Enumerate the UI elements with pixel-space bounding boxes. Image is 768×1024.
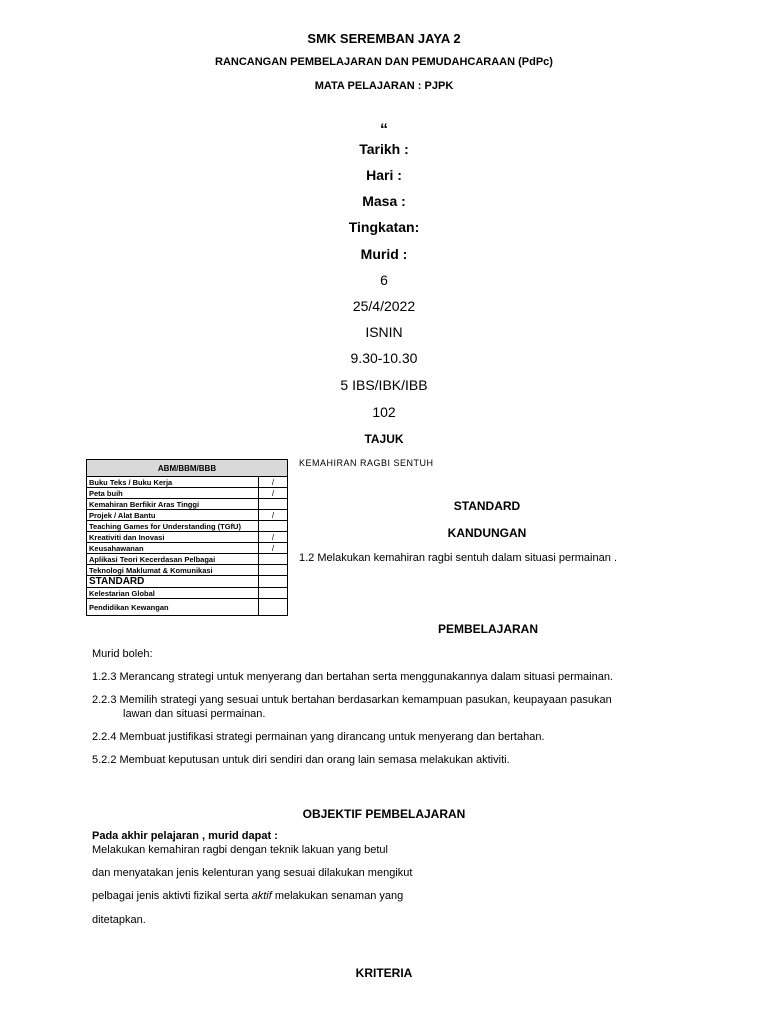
- objektif-heading: OBJEKTIF PEMBELAJARAN: [302, 807, 466, 821]
- abm-row-tick: [259, 554, 288, 565]
- table-row: [87, 499, 288, 510]
- abm-row-tick: [259, 588, 288, 599]
- abm-row-tick: [259, 521, 288, 532]
- objektif-line: dan menyatakan jenis kelenturan yang sesuai dilakukan mengikut: [92, 867, 413, 879]
- abm-row-label: Buku Teks / Buku Kerja: [87, 477, 259, 488]
- abm-row-label: Peta buih: [87, 488, 259, 499]
- objektif-intro: Pada akhir pelajaran , murid dapat :: [92, 830, 278, 842]
- abm-row-label: Teknologi Maklumat & Komunikasi: [87, 565, 259, 576]
- value-students: 102: [372, 404, 396, 420]
- table-row: [87, 588, 288, 599]
- value-date: 25/4/2022: [352, 298, 416, 314]
- abm-row-label: Kelestarian Global: [87, 588, 259, 599]
- abm-row-tick: /: [259, 488, 288, 499]
- table-row: [87, 510, 288, 521]
- kriteria-heading: KRITERIA: [355, 966, 413, 980]
- objektif-line-part: melakukan senaman yang: [271, 890, 404, 902]
- abm-row-tick: /: [259, 477, 288, 488]
- abm-row-label: Keusahawanan: [87, 543, 259, 554]
- label-hari: Hari :: [366, 167, 402, 183]
- pembelajaran-heading: PEMBELAJARAN: [438, 622, 539, 636]
- murid-boleh: Murid boleh:: [92, 648, 153, 660]
- subject-line: MATA PELAJARAN : PJPK: [314, 80, 454, 92]
- abm-row-tick: [259, 576, 288, 588]
- sp-item: 5.2.2 Membuat keputusan untuk diri sendiri dan orang lain semasa melakukan aktiviti.: [92, 754, 510, 766]
- label-murid: Murid :: [360, 246, 408, 262]
- plan-title: RANCANGAN PEMBELAJARAN DAN PEMUDAHCARAAN (PdPc): [215, 56, 553, 68]
- abm-row-tick: /: [259, 532, 288, 543]
- objektif-line: ditetapkan.: [92, 914, 146, 926]
- sp-item: 2.2.4 Membuat justifikasi strategi permainan yang dirancang untuk menyerang dan bertahan.: [92, 731, 545, 743]
- table-row: [87, 565, 288, 576]
- abm-row-tick: /: [259, 510, 288, 521]
- abm-row-label: Aplikasi Teori Kecerdasan Pelbagai: [87, 554, 259, 565]
- abm-row-tick: [259, 499, 288, 510]
- objektif-line-part: pelbagai jenis aktivti fizikal serta: [92, 890, 252, 902]
- quote-glyph: ”: [380, 113, 388, 130]
- tajuk-text: KEMAHIRAN RAGBI SENTUH: [299, 458, 434, 468]
- objektif-line-italic: aktif: [251, 890, 272, 902]
- abm-row-label: STANDARD: [87, 576, 259, 588]
- table-row: [87, 599, 288, 616]
- value-class: 5 IBS/IBK/IBB: [340, 377, 428, 393]
- kandungan-heading: KANDUNGAN: [447, 526, 527, 540]
- label-tingkatan: Tingkatan:: [348, 219, 420, 235]
- table-row: [87, 521, 288, 532]
- abm-header: ABM/BBM/BBB: [87, 460, 288, 477]
- table-row: [87, 488, 288, 499]
- standard-kandungan-text: 1.2 Melakukan kemahiran ragbi sentuh dalam situasi permainan .: [299, 552, 617, 564]
- sp-item: 2.2.3 Memilih strategi yang sesuai untuk bertahan berdasarkan kemampuan pasukan, keupayaan pasukan: [92, 694, 612, 706]
- label-tarikh: Tarikh :: [359, 141, 409, 157]
- sp-item-continuation: lawan dan situasi permainan.: [123, 708, 266, 720]
- abm-row-label: Projek / Alat Bantu: [87, 510, 259, 521]
- table-row: [87, 532, 288, 543]
- objektif-line: [92, 890, 403, 902]
- table-row: [87, 554, 288, 565]
- label-masa: Masa :: [362, 193, 406, 209]
- abm-row-label: Pendidikan Kewangan: [87, 599, 259, 616]
- abm-row-label: Kreativiti dan Inovasi: [87, 532, 259, 543]
- sp-item: 1.2.3 Merancang strategi untuk menyerang dan bertahan serta menggunakannya dalam situasi permainan.: [92, 671, 613, 683]
- table-row: [87, 576, 288, 588]
- standard-heading: STANDARD: [453, 499, 521, 513]
- abm-row-tick: [259, 599, 288, 616]
- tajuk-heading: TAJUK: [364, 432, 404, 446]
- abm-table: [86, 459, 288, 616]
- abm-row-tick: [259, 565, 288, 576]
- table-row: [87, 543, 288, 554]
- table-row: [87, 477, 288, 488]
- value-time: 9.30-10.30: [350, 350, 418, 366]
- abm-row-label: Teaching Games for Understanding (TGfU): [87, 521, 259, 532]
- value-week: 6: [380, 272, 388, 288]
- value-day: ISNIN: [365, 324, 403, 340]
- school-name: SMK SEREMBAN JAYA 2: [307, 31, 461, 46]
- objektif-line: Melakukan kemahiran ragbi dengan teknik lakuan yang betul: [92, 844, 388, 856]
- abm-row-label: Kemahiran Berfikir Aras Tinggi: [87, 499, 259, 510]
- abm-row-tick: /: [259, 543, 288, 554]
